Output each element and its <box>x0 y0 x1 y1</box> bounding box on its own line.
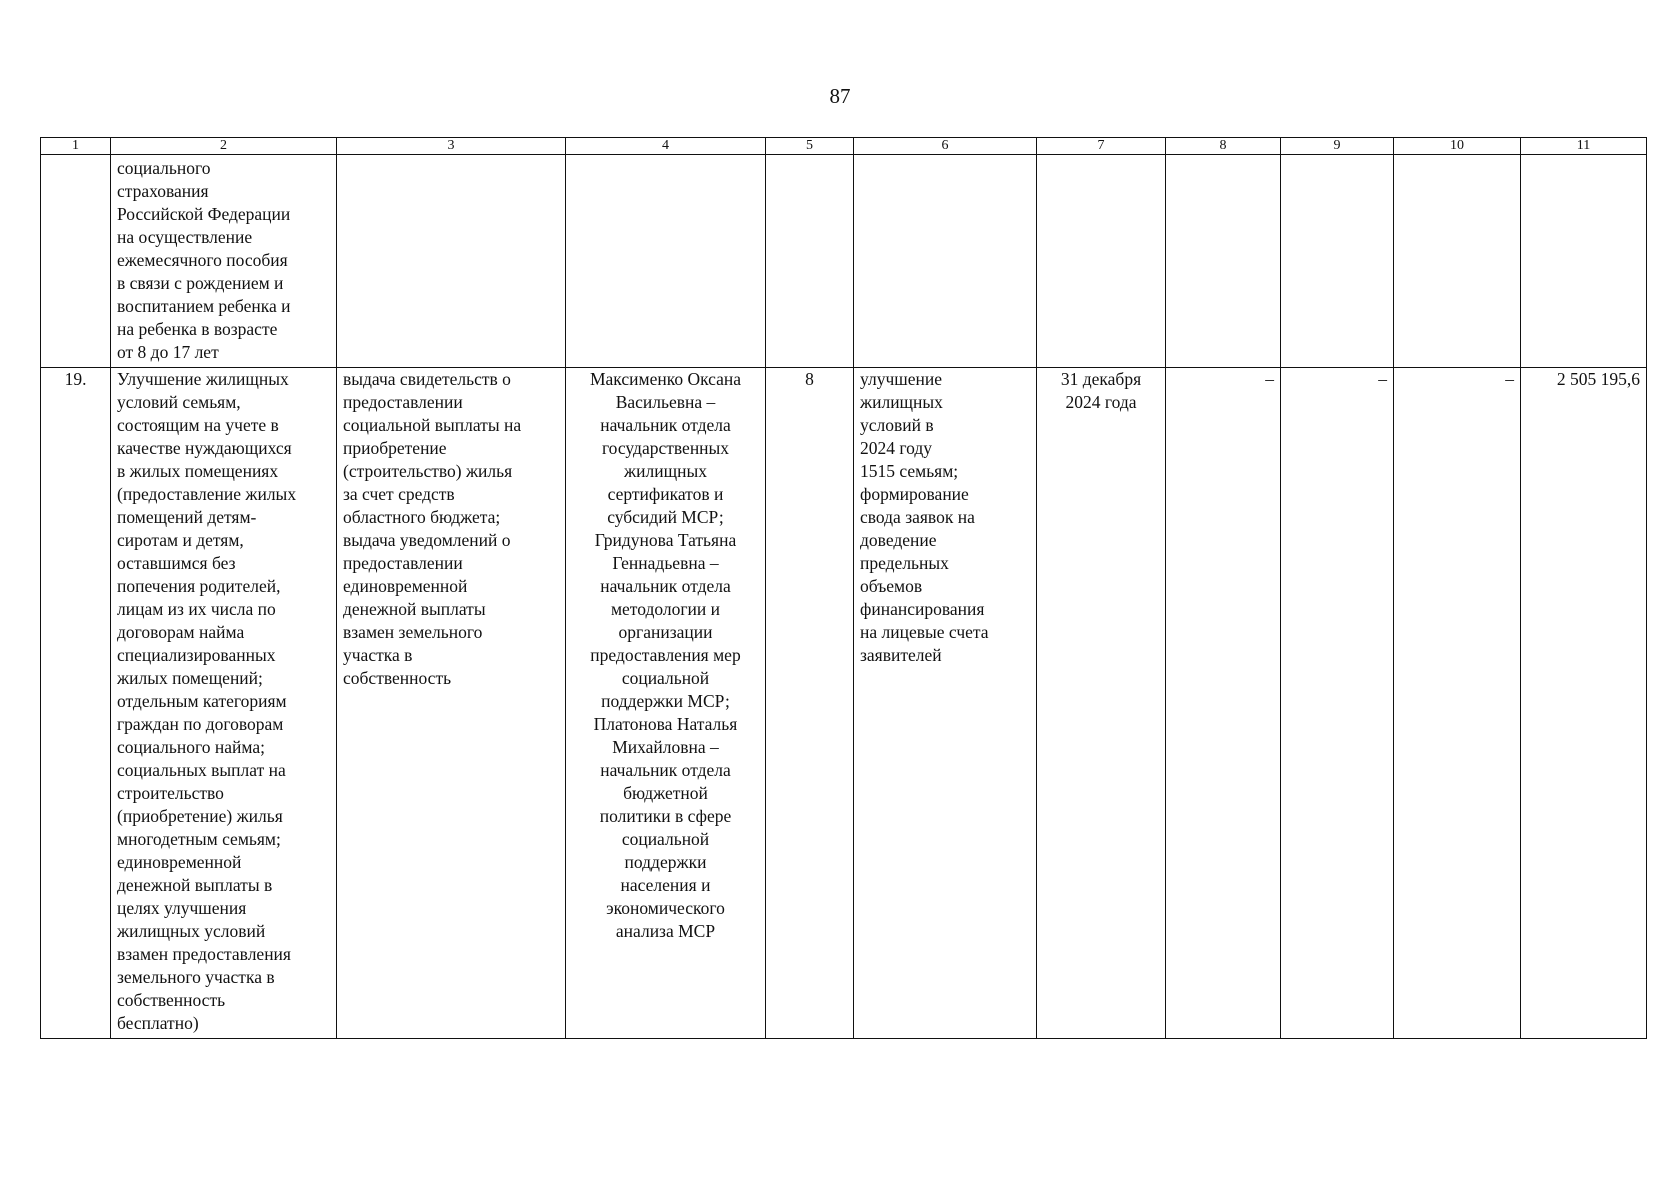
cell-empty <box>1166 155 1281 368</box>
cell-col8: – <box>1166 368 1281 1039</box>
column-header-2: 2 <box>111 138 337 155</box>
column-header-4: 4 <box>566 138 766 155</box>
measures-table <box>40 137 1647 1039</box>
column-header-6: 6 <box>854 138 1037 155</box>
cell-measure: Улучшение жилищных условий семьям, состоящим на учете в качестве нуждающихся в жилых помещениях (предоставление жилых помещений детям- сиротам и детям, оставшимся без попечения родителей, лицам из их числа по договорам найма специализированных жилых помещений; отдельным категориям граждан по договорам социального найма; социальных выплат на строительство (приобретение) жилья многодетным семьям; единовременной денежной выплаты в целях улучшения жилищных условий взамен предоставления земельного участка в собственность бесплатно) <box>111 368 337 1039</box>
cell-deadline: 31 декабря 2024 года <box>1037 368 1166 1039</box>
cell-result: выдача свидетельств о предоставлении социальной выплаты на приобретение (строительство) жилья за счет средств областного бюджета; выдача уведомлений о предоставлении единовременной денежной выплаты взамен земельного участка в собственность <box>337 368 566 1039</box>
column-header-10: 10 <box>1394 138 1521 155</box>
cell-responsible: Максименко Оксана Васильевна – начальник отдела государственных жилищных сертификатов и субсидий МСР; Гридунова Татьяна Геннадьевна – начальник отдела методологии и организации предоставления мер социальной поддержки МСР; Платонова Наталья Михайловна – начальник отдела бюджетной политики в сфере социальной поддержки населения и экономического анализа МСР <box>566 368 766 1039</box>
cell-empty <box>566 155 766 368</box>
column-header-3: 3 <box>337 138 566 155</box>
column-header-5: 5 <box>766 138 854 155</box>
page-number: 87 <box>829 84 851 108</box>
cell-empty <box>766 155 854 368</box>
table-row-continuation <box>41 155 1647 368</box>
cell-empty <box>41 155 111 368</box>
cell-empty <box>1037 155 1166 368</box>
cell-col5: 8 <box>766 368 854 1039</box>
column-header-8: 8 <box>1166 138 1281 155</box>
cell-indicator: улучшение жилищных условий в 2024 году 1515 семьям; формирование свода заявок на доведение предельных объемов финансирования на лицевые счета заявителей <box>854 368 1037 1039</box>
cell-empty <box>1394 155 1521 368</box>
cell-empty <box>337 155 566 368</box>
column-header-1: 1 <box>41 138 111 155</box>
cell-empty <box>854 155 1037 368</box>
column-header-11: 11 <box>1521 138 1647 155</box>
cell-col9: – <box>1281 368 1394 1039</box>
cell-col10: – <box>1394 368 1521 1039</box>
header-row <box>41 138 1647 155</box>
column-header-9: 9 <box>1281 138 1394 155</box>
cell-measure-continuation: социального страхования Российской Федерации на осуществление ежемесячного пособия в связи с рождением и воспитанием ребенка и на ребенка в возрасте от 8 до 17 лет <box>111 155 337 368</box>
cell-empty <box>1521 155 1647 368</box>
cell-row-number: 19. <box>41 368 111 1039</box>
table-row-19 <box>41 368 1647 1039</box>
column-header-7: 7 <box>1037 138 1166 155</box>
cell-col11-amount: 2 505 195,6 <box>1521 368 1647 1039</box>
cell-empty <box>1281 155 1394 368</box>
